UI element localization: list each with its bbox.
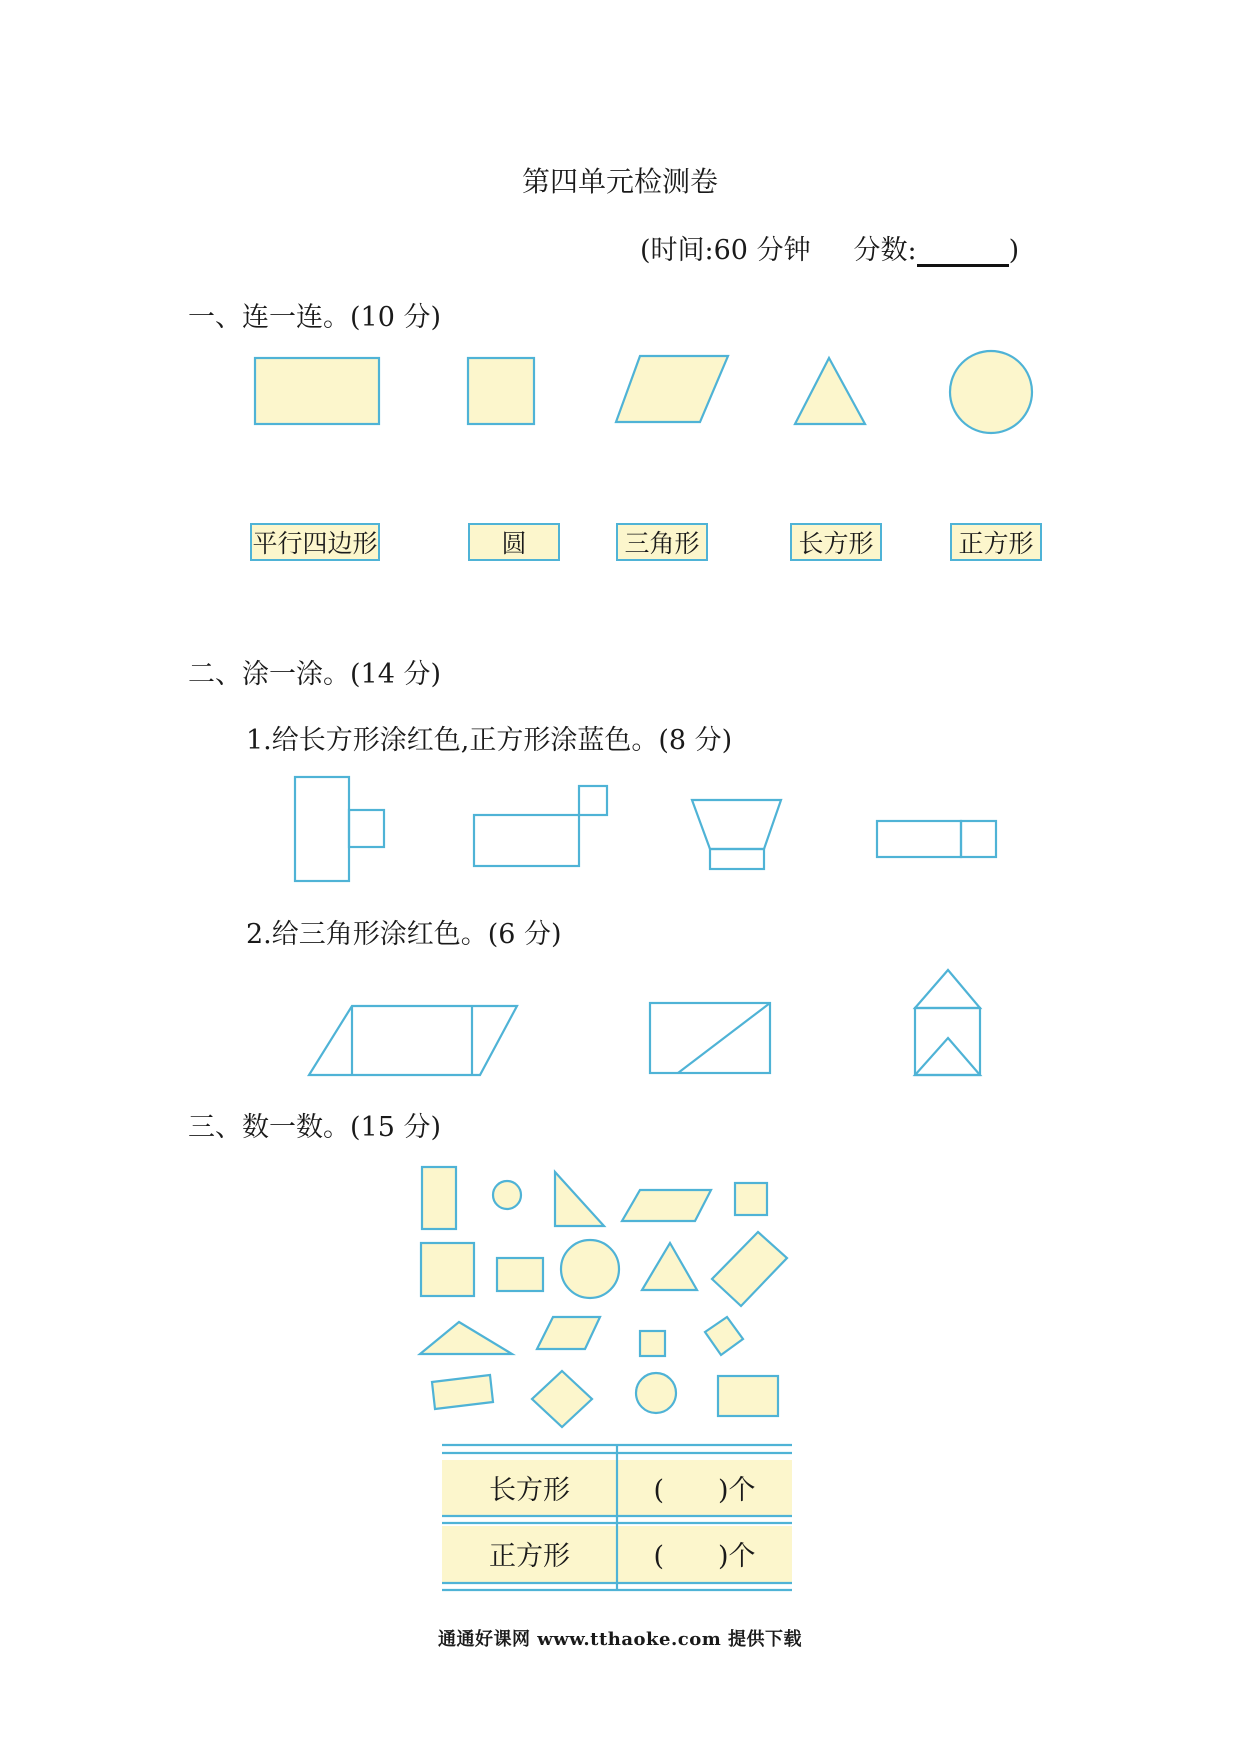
section2-heading: 二、涂一涂。(14 分) [188, 659, 442, 690]
s3-rect-small [497, 1258, 543, 1291]
s3-square-tilted [705, 1317, 743, 1355]
s3-parallelogram-2 [537, 1317, 600, 1349]
s2q1-figure-4 [877, 821, 996, 857]
footer-source: 通通好课网 www.tthaoke.com 提供下载 [437, 1629, 803, 1650]
s1-triangle [795, 358, 865, 424]
table-row-2-name: 正方形 [489, 1541, 570, 1572]
s3-rect-tilted-long [712, 1232, 787, 1306]
s2q2-figure-3 [915, 970, 980, 1075]
s3-triangle-flat [420, 1322, 512, 1354]
s3-rect-tilted-low [432, 1375, 493, 1409]
s3-circle-medium [636, 1373, 676, 1413]
label-circle: 圆 [468, 523, 560, 561]
time-label: (时间:60 分钟 [640, 235, 811, 266]
s3-diamond [532, 1371, 592, 1427]
s3-circle-large [561, 1240, 619, 1298]
table-row-1-name: 长方形 [489, 1475, 570, 1506]
s3-right-triangle [555, 1172, 604, 1226]
s2q1-figure-2 [474, 786, 607, 866]
s2q1-figure-1 [295, 777, 384, 881]
s3-square-tiny [640, 1331, 665, 1356]
s2q2-figure-2 [650, 1003, 770, 1073]
s1-circle [950, 351, 1032, 433]
s3-rect-wide [718, 1376, 778, 1416]
s1-square [468, 358, 534, 424]
s2q2-figure-1 [309, 1006, 517, 1075]
table-row-2-answer: ( )个 [653, 1541, 756, 1572]
label-parallelogram: 平行四边形 [250, 523, 380, 561]
s2q1-figure-3 [692, 800, 781, 869]
table-row-1-answer: ( )个 [653, 1475, 756, 1506]
section2-question1: 1.给长方形涂红色,正方形涂蓝色。(8 分) [246, 725, 733, 756]
s3-square-small [735, 1183, 767, 1215]
s3-rect-tall [422, 1167, 456, 1229]
s3-triangle-1 [642, 1243, 697, 1290]
s1-rectangle [255, 358, 379, 424]
page-title: 第四单元检测卷 [521, 165, 718, 198]
label-rectangle: 长方形 [790, 523, 882, 561]
label-triangle: 三角形 [616, 523, 708, 561]
close-paren: ) [1008, 235, 1020, 266]
s3-circle-small [493, 1181, 521, 1209]
s1-parallelogram [616, 356, 728, 422]
s3-square-medium [421, 1243, 474, 1296]
section3-heading: 三、数一数。(15 分) [188, 1112, 442, 1143]
label-square: 正方形 [950, 523, 1042, 561]
section2-question2: 2.给三角形涂红色。(6 分) [246, 919, 562, 950]
s3-parallelogram-1 [622, 1190, 711, 1221]
section1-heading: 一、连一连。(10 分) [188, 302, 442, 333]
score-label: 分数: [853, 235, 917, 266]
